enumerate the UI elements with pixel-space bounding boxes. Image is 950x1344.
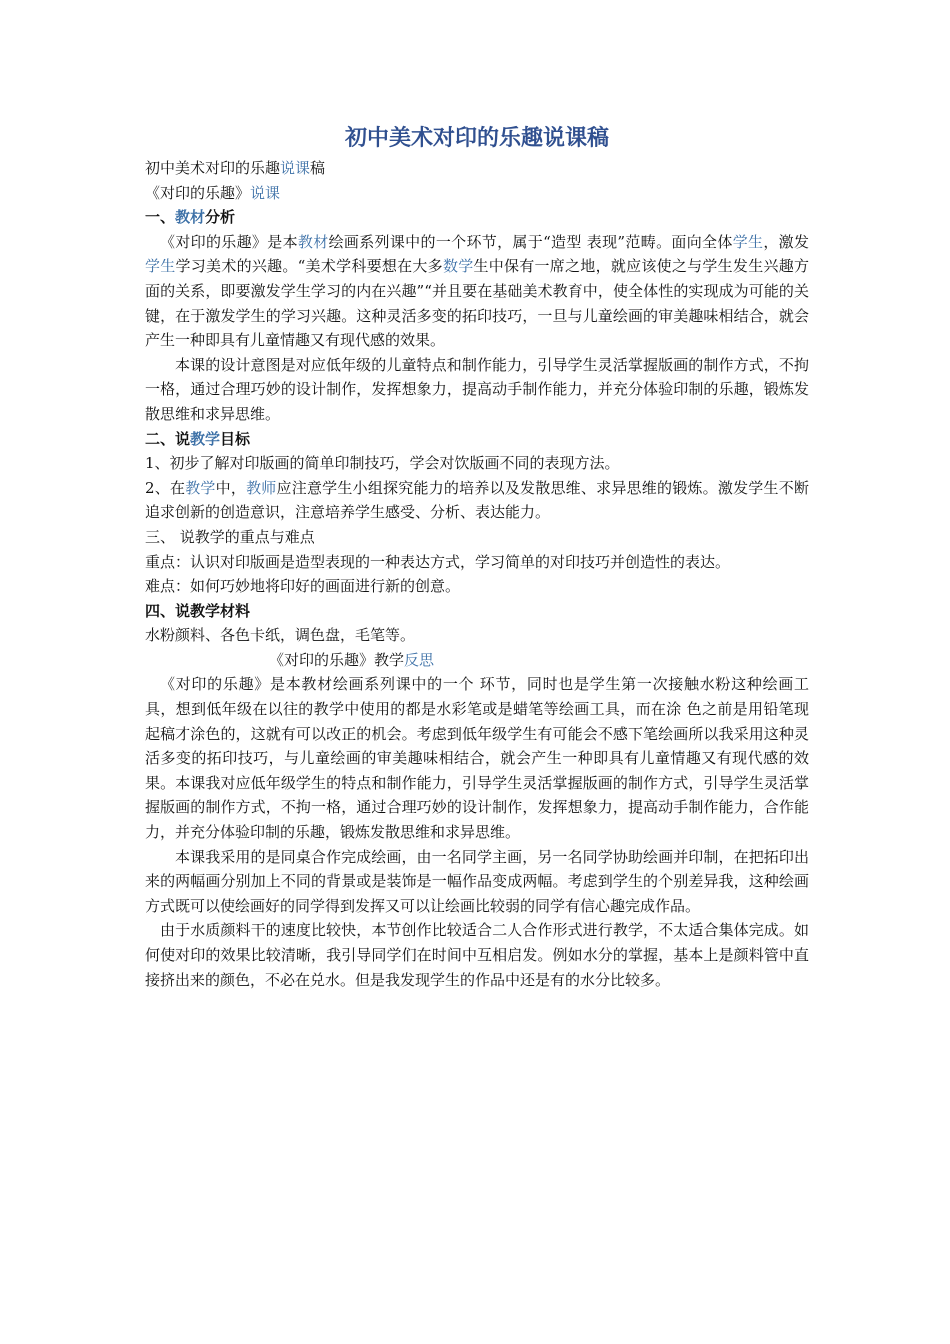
keyword-link[interactable]: 教材 (297, 232, 329, 251)
keyword-link[interactable]: 教师 (246, 478, 277, 497)
reflection-heading: 《对印的乐趣》教学反思 (269, 650, 435, 669)
keyword-link[interactable]: 数学 (442, 257, 474, 276)
keyword-link[interactable]: 反思 (404, 650, 435, 669)
reflection-paragraph-1: 《对印的乐趣》是本教材绘画系列课中的一个 环节，同时也是学生第一次接触水粉这种绘画工具，想到低年级在以往的教学中使用的都是水彩笔或是蜡笔等绘画工具，而在涂 色之前是用铅笔现起稿才涂色的，这就有可以改正的机会。考虑到低年级学生有可能会不感下笔绘画所以我采用这种灵活多变的拓印技巧，与儿童绘画的审美趣味相结合，就会产生一种即具有儿童情趣又有现代感的效果。本课我对应低年级学生的特点和制作能力，引导学生灵活掌握版画的制作方式，引导学生灵活掌握版画的制作方式，不拘一格，通过合理巧妙的设计制作，发挥想象力，提高动手制作能力，合作能力，并充分体验印制的乐趣，锻炼发散思维和求异思维。 (145, 675, 809, 842)
reflection-paragraph-2: 本课我采用的是同桌合作完成绘画，由一名同学主画，另一名同学协助绘画并印制，在把拓印出来的两幅画分别加上不同的背景或是装饰是一幅作品变成两幅。考虑到学生的个别差异我，这种绘画方式既可以使绘画好的同学得到发挥又可以让绘画比较弱的同学有信心趣完成作品。 (145, 847, 809, 915)
section1-paragraph-1: 《对印的乐趣》是本教材绘画系列课中的一个环节，属于“造型 表现”范畴。面向全体学生，激发学生学习美术的兴趣。“美术学科要想在大多数学生中保有一席之地，就应该使之与学生发生兴趣方面的关系，即要激发学生学习的内在兴趣”“并且要在基础美术教育中，使全体性的实现成为可能的关键，在于激发学生的学习兴趣。这种灵活多变的拓印技巧，一旦与儿童绘画的审美趣味相结合，就会产生一种即具有儿童情趣又有现代感的效果。 (145, 232, 809, 350)
keyword-link[interactable]: 教学 (185, 478, 216, 497)
document-body (145, 120, 809, 992)
keyword-link[interactable]: 学生 (732, 232, 764, 251)
keyword-link[interactable]: 说课 (250, 183, 281, 202)
keyword-link[interactable]: 教学 (190, 429, 221, 448)
document-title: 初中美术对印的乐趣说课稿 (344, 125, 609, 151)
subtitle-line: 初中美术对印的乐趣说课稿 (145, 159, 326, 177)
reflection-paragraph-3: 由于水质颜料干的速度比较快，本节创作比较适合二人合作形式进行教学，不太适合集体完成。如何使对印的效果比较清晰，我引导同学们在时间中互相启发。例如水分的掌握，基本上是颜料管中直接挤出来的颜色，不必在兑水。但是我发现学生的作品中还是有的水分比较多。 (145, 921, 809, 989)
section3-difficult-point: 难点：如何巧妙地将印好的画面进行新的创意。 (145, 577, 461, 596)
section3-key-point: 重点：认识对印版画是造型表现的一种表达方式，学习简单的对印技巧并创造性的表达。 (145, 552, 731, 571)
section2-item-2: 2、在教学中，教师应注意学生小组探究能力的培养以及发散思维、求异思维的锻炼。激发学生不断追求创新的创造意识，注意培养学生感受、分析、表达能力。 (145, 478, 809, 522)
section-heading-2: 二、说教学目标 (145, 429, 251, 448)
section-heading-1: 一、教材分析 (145, 208, 236, 227)
section-heading-4: 四、说教学材料 (145, 601, 251, 620)
keyword-link[interactable]: 说课 (280, 159, 311, 177)
keyword-link[interactable]: 学生 (145, 257, 176, 276)
keyword-link[interactable]: 教材 (175, 208, 206, 227)
section4-materials: 水粉颜料、各色卡纸，调色盘，毛笔等。 (145, 626, 416, 645)
section1-paragraph-2: 本课的设计意图是对应低年级的儿童特点和制作能力，引导学生灵活掌握版画的制作方式，不拘一格，通过合理巧妙的设计制作，发挥想象力，提高动手制作能力，并充分体验印制的乐趣，锻炼发散思维和求异思维。 (145, 355, 809, 423)
subtitle-line-2: 《对印的乐趣》说课 (145, 183, 281, 202)
section-heading-3: 三、 说教学的重点与难点 (145, 527, 315, 546)
section2-item-1: 1、初步了解对印版画的简单印制技巧，学会对饮版画不同的表现方法。 (145, 454, 620, 473)
